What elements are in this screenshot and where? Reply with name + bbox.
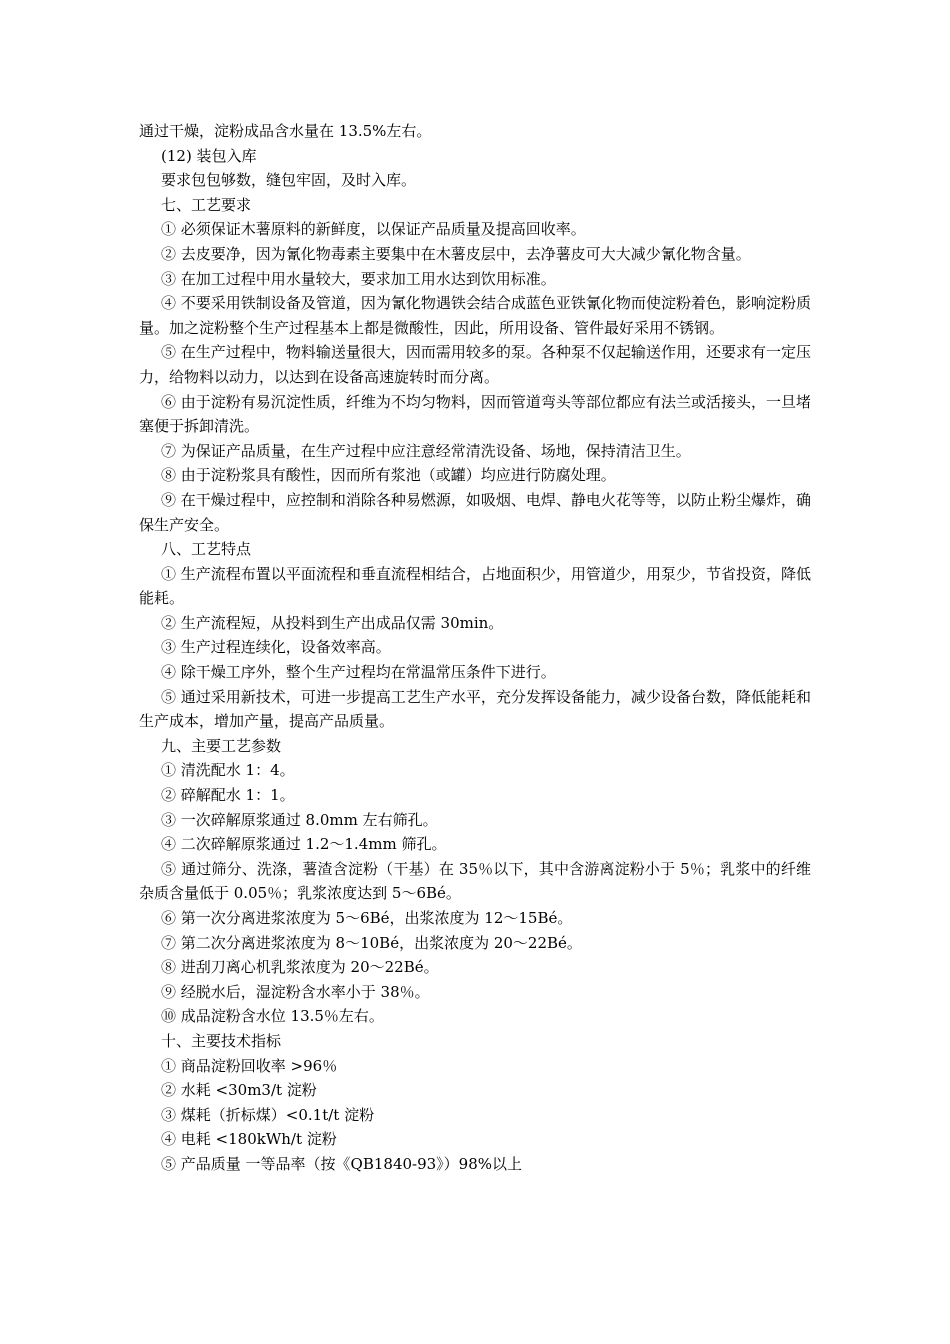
paragraph: 十、主要技术指标 bbox=[161, 1031, 282, 1050]
paragraph: ⑦ 第二次分离进浆浓度为 8～10Bé，出浆浓度为 20～22Bé。 bbox=[161, 933, 582, 952]
paragraph: ④ 电耗 <180kWh/t 淀粉 bbox=[161, 1130, 337, 1149]
paragraph: ⑨ 在干燥过程中，应控制和消除各种易燃源，如吸烟、电焊、静电火花等等，以防止粉尘爆炸，确保生产安全。 bbox=[139, 490, 811, 534]
paragraph: ① 清洗配水 1：4。 bbox=[161, 761, 295, 780]
document-body bbox=[139, 119, 811, 1177]
paragraph: ⑧ 进刮刀离心机乳浆浓度为 20～22Bé。 bbox=[161, 958, 439, 977]
paragraph: ① 生产流程布置以平面流程和垂直流程相结合，占地面积少，用管道少，用泵少，节省投资，降低能耗。 bbox=[139, 564, 811, 608]
paragraph: ① 商品淀粉回收率 >96％ bbox=[161, 1056, 338, 1075]
paragraph: 七、工艺要求 bbox=[161, 195, 252, 214]
paragraph: ④ 二次碎解原浆通过 1.2～1.4mm 筛孔。 bbox=[161, 835, 447, 854]
paragraph: ⑥ 第一次分离进浆浓度为 5～6Bé，出浆浓度为 12～15Bé。 bbox=[161, 909, 573, 927]
paragraph: ⑦ 为保证产品质量，在生产过程中应注意经常清洗设备、场地，保持清洁卫生。 bbox=[161, 441, 691, 460]
paragraph: (12) 装包入库 bbox=[161, 146, 257, 165]
paragraph: ④ 除干燥工序外，整个生产过程均在常温常压条件下进行。 bbox=[161, 663, 556, 682]
paragraph: ③ 生产过程连续化，设备效率高。 bbox=[161, 638, 391, 657]
paragraph: ③ 在加工过程中用水量较大，要求加工用水达到饮用标准。 bbox=[161, 269, 556, 288]
paragraph: 要求包包够数，缝包牢固，及时入库。 bbox=[161, 171, 417, 190]
paragraph: ⑩ 成品淀粉含水位 13.5％左右。 bbox=[161, 1007, 384, 1026]
paragraph: ⑤ 在生产过程中，物料输送量很大，因而需用较多的泵。各种泵不仅起输送作用，还要求有一定压力，给物料以动力，以达到在设备高速旋转时而分离。 bbox=[139, 343, 811, 386]
paragraph: ⑧ 由于淀粉浆具有酸性，因而所有浆池（或罐）均应进行防腐处理。 bbox=[161, 466, 616, 485]
paragraph: ⑥ 由于淀粉有易沉淀性质，纤维为不均匀物料，因而管道弯头等部位都应有法兰或活接头，一旦堵塞便于拆卸清洗。 bbox=[139, 392, 811, 436]
paragraph: ③ 煤耗（折标煤）<0.1t/t 淀粉 bbox=[161, 1105, 375, 1124]
paragraph: ② 生产流程短，从投料到生产出成品仅需 30min。 bbox=[161, 613, 504, 632]
paragraph: ② 水耗 <30m3/t 淀粉 bbox=[161, 1081, 317, 1100]
paragraph: ⑨ 经脱水后，湿淀粉含水率小于 38％。 bbox=[161, 982, 430, 1001]
paragraph: ⑤ 通过采用新技术，可进一步提高工艺生产水平，充分发挥设备能力，减少设备台数，降低能耗和生产成本，增加产量，提高产品质量。 bbox=[139, 687, 811, 731]
paragraph: 九、主要工艺参数 bbox=[161, 736, 282, 755]
paragraph: ⑤ 通过筛分、洗涤，薯渣含淀粉（干基）在 35％以下，其中含游离淀粉小于 5％；乳浆中的纤维杂质含量低于 0.05％；乳浆浓度达到 5～6Bé。 bbox=[139, 859, 811, 903]
paragraph: 八、工艺特点 bbox=[161, 540, 252, 559]
paragraph: ③ 一次碎解原浆通过 8.0mm 左右筛孔。 bbox=[161, 810, 438, 829]
paragraph: ④ 不要采用铁制设备及管道，因为氰化物遇铁会结合成蓝色亚铁氰化物而使淀粉着色，影响淀粉质量。加之淀粉整个生产过程基本上都是微酸性，因此，所用设备、管件最好采用不锈钢。 bbox=[139, 294, 811, 337]
paragraph: 通过干燥，淀粉成品含水量在 13.5%左右。 bbox=[139, 122, 432, 140]
paragraph: ① 必须保证木薯原料的新鲜度，以保证产品质量及提高回收率。 bbox=[161, 220, 586, 239]
paragraph: ② 去皮要净，因为氰化物毒素主要集中在木薯皮层中，去净薯皮可大大减少氰化物含量。 bbox=[161, 244, 751, 263]
paragraph: ⑤ 产品质量 一等品率（按《QB1840-93》）98%以上 bbox=[161, 1154, 523, 1173]
paragraph: ② 碎解配水 1：1。 bbox=[161, 786, 295, 805]
